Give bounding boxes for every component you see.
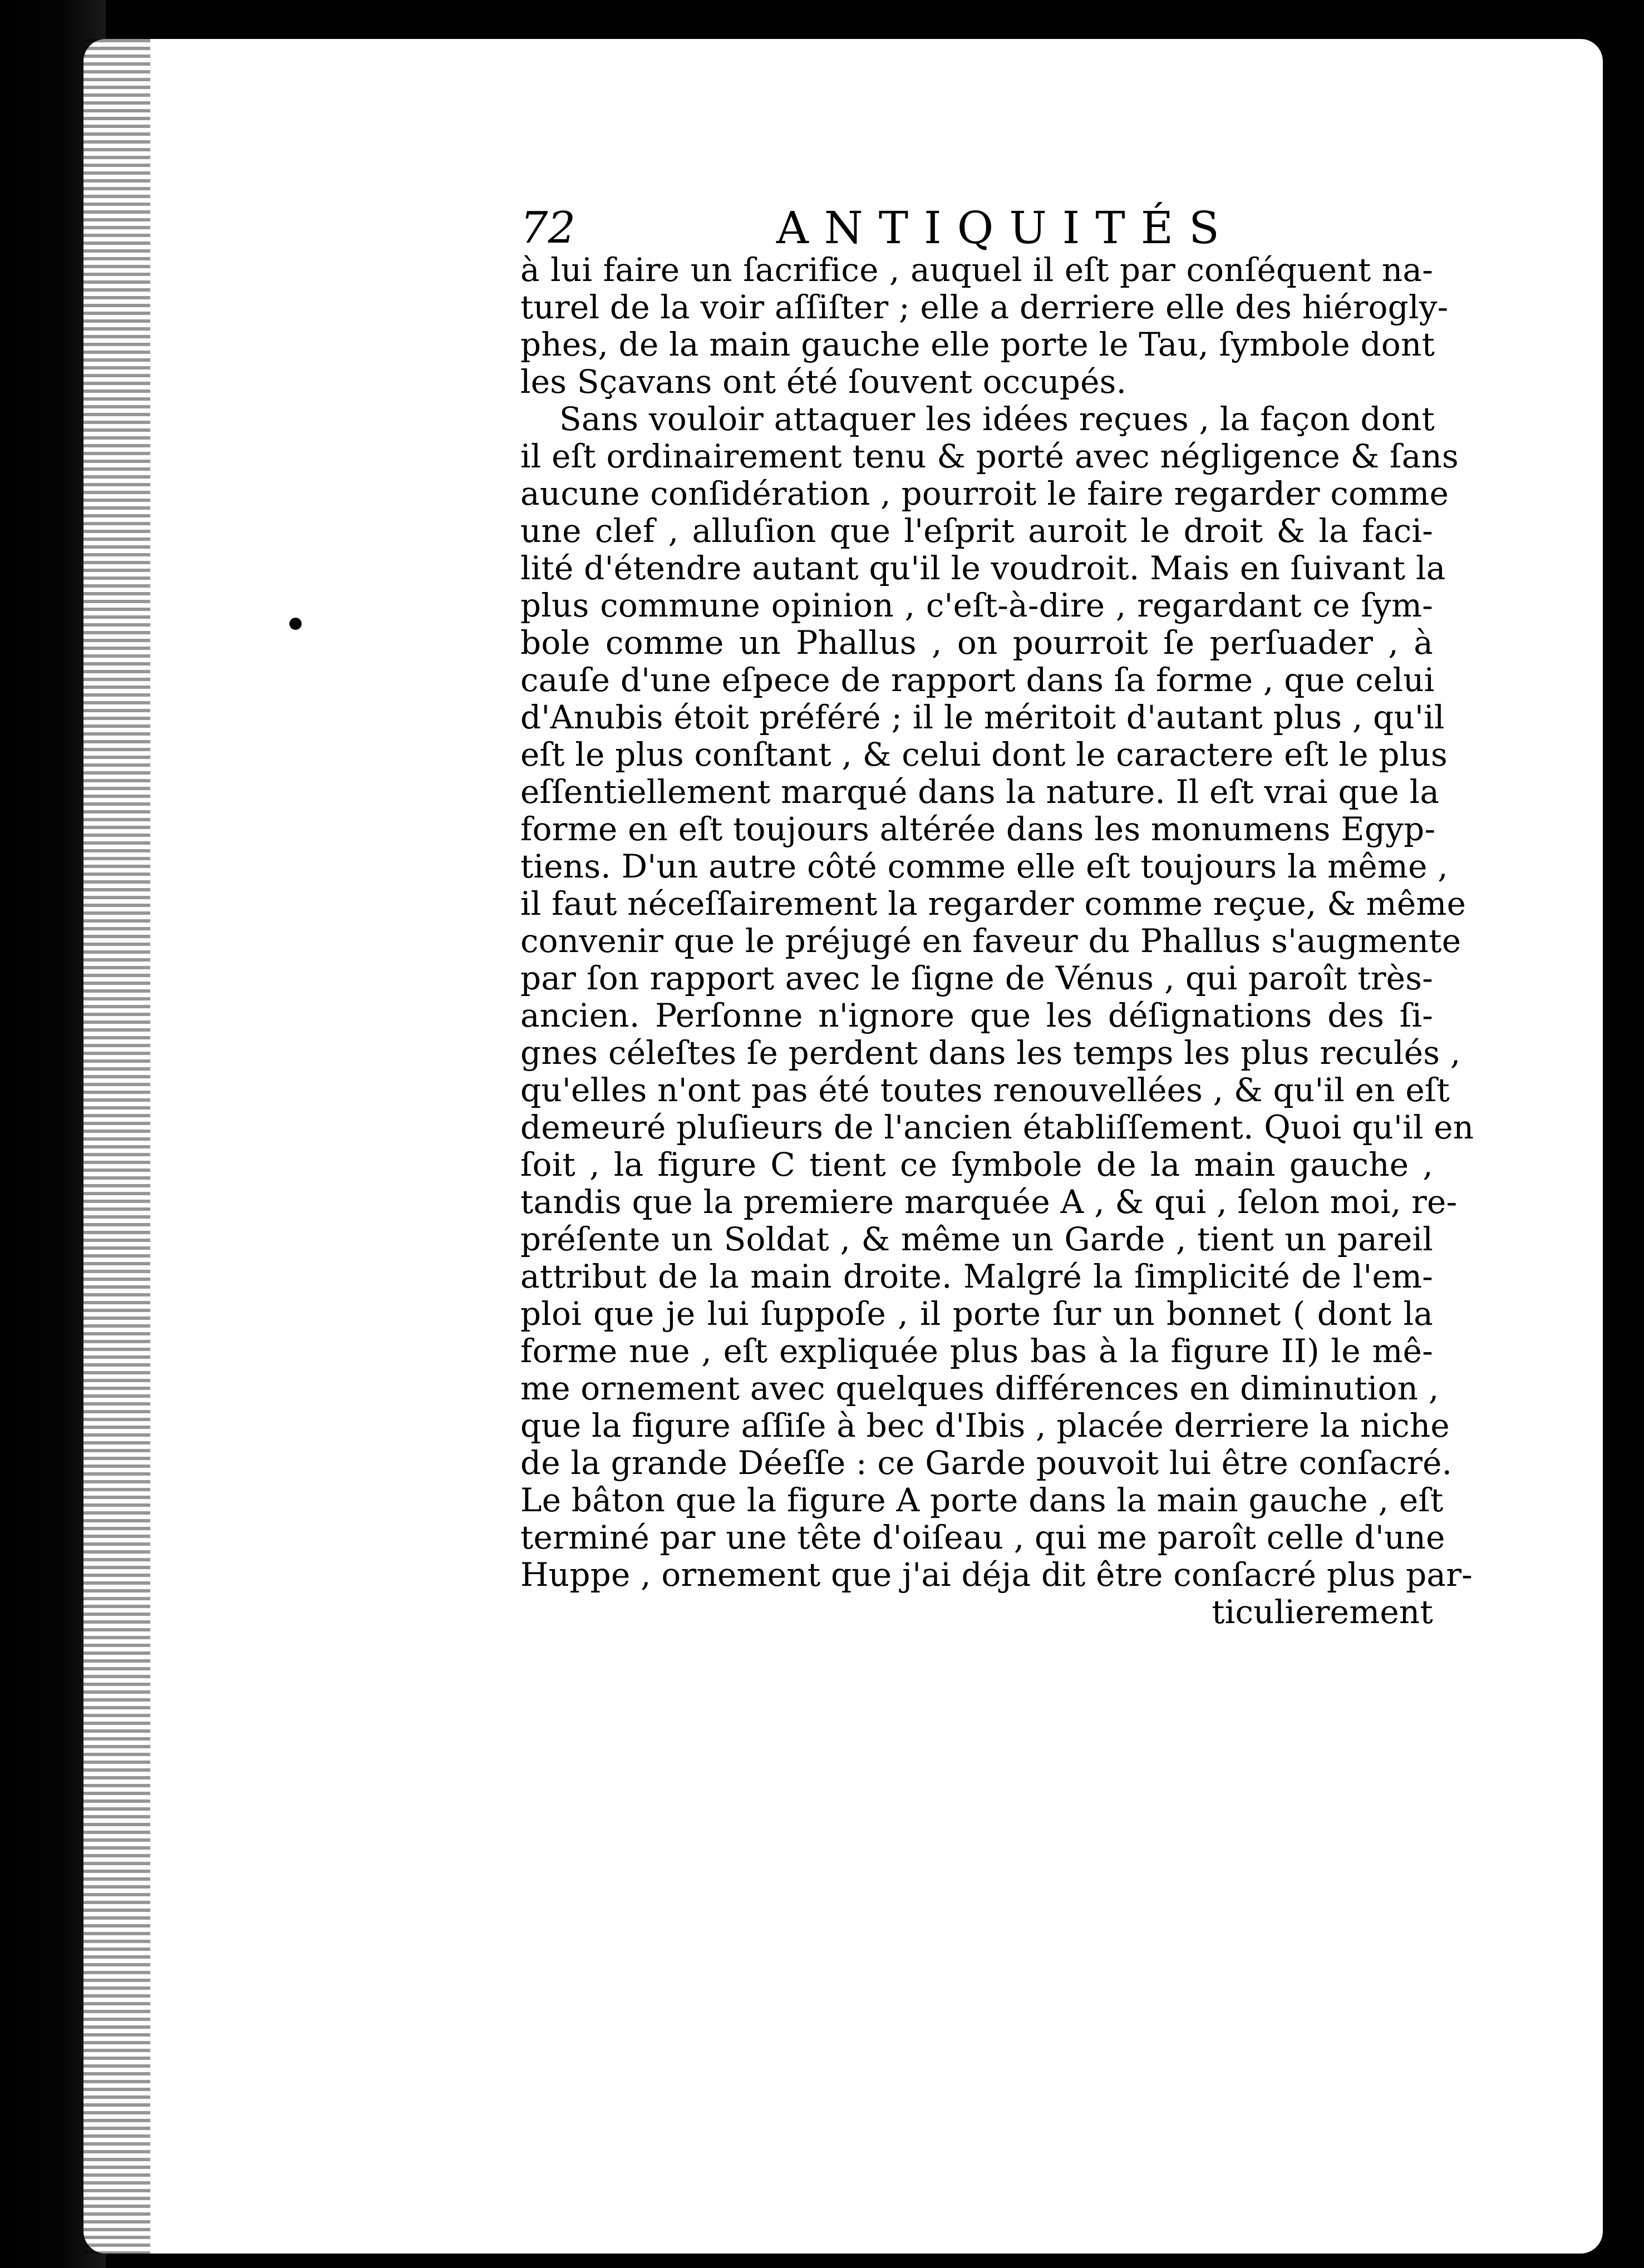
text-line: ſoit , la figure C tient ce ſymbole de la main gauche , <box>520 1146 1433 1184</box>
text-line: ploi que je lui ſuppoſe , il porte ſur un bonnet ( dont la <box>520 1295 1433 1333</box>
catchword-line: ticulierement <box>1212 1593 1433 1631</box>
text-line: phes, de la main gauche elle porte le Tau, ſymbole dont <box>520 326 1435 363</box>
text-line: terminé par une tête d'oiſeau , qui me paroît celle d'une <box>520 1518 1445 1556</box>
text-line: gnes céleſtes ſe perdent dans les temps les plus reculés , <box>520 1034 1461 1072</box>
page-header <box>520 198 1433 259</box>
text-line: tiens. D'un autre côté comme elle eſt toujours la même , <box>520 847 1448 885</box>
text-line: d'Anubis étoit préféré ; il le méritoit d'autant plus , qu'il <box>520 698 1445 736</box>
text-line: il faut néceſſairement la regarder comme reçue, & même <box>520 885 1466 923</box>
text-line: attribut de la main droite. Malgré la ſimplicité de l'em- <box>520 1258 1433 1295</box>
text-line: par ſon rapport avec le ſigne de Vénus , qui paroît très- <box>520 959 1433 997</box>
text-line: me ornement avec quelques différences en diminution , <box>520 1369 1439 1407</box>
ink-spot <box>289 618 302 630</box>
text-line: eſſentiellement marqué dans la nature. Il eſt vrai que la <box>520 773 1440 811</box>
text-line: il eſt ordinairement tenu & porté avec négligence & ſans <box>520 437 1459 475</box>
text-line: turel de la voir aſſiſter ; elle a derriere elle des hiérogly- <box>520 288 1449 326</box>
text-line: lité d'étendre autant qu'il le voudroit. Mais en ſuivant la <box>520 549 1446 587</box>
text-line: préſente un Soldat , & même un Garde , tient un pareil <box>520 1220 1433 1258</box>
text-line: à lui faire un ſacrifice , auquel il eſt par conſéquent na- <box>520 251 1433 289</box>
text-line: convenir que le préjugé en faveur du Phallus s'augmente <box>520 922 1461 960</box>
text-line: Sans vouloir attaquer les idées reçues , la façon dont <box>559 400 1435 438</box>
text-line: que la figure aſſiſe à bec d'Ibis , placée derriere la niche <box>520 1407 1450 1444</box>
text-line: forme nue , eſt expliquée plus bas à la figure II) le mê- <box>520 1332 1433 1370</box>
text-line: aucune conſidération , pourroit le faire regarder comme <box>520 475 1449 512</box>
text-line: qu'elles n'ont pas été toutes renouvellées , & qu'il en eſt <box>520 1071 1450 1109</box>
text-line: Le bâton que la figure A porte dans la main gauche , eſt <box>520 1481 1444 1519</box>
text-line: cauſe d'une eſpece de rapport dans ſa forme , que celui <box>520 661 1435 699</box>
text-line: de la grande Déeſſe : ce Garde pouvoit lui être conſacré. <box>520 1444 1453 1482</box>
running-title: ANTIQUITÉS <box>776 202 1235 254</box>
text-line: tandis que la premiere marquée A , & qui , ſelon moi, re- <box>520 1183 1458 1221</box>
text-line: forme en eſt toujours altérée dans les monumens Egyp- <box>520 810 1436 848</box>
text-line: une clef , alluſion que l'eſprit auroit le droit & la faci- <box>520 512 1433 550</box>
page-number: 72 <box>520 203 576 253</box>
text-line: plus commune opinion , c'eſt-à-dire , regardant ce ſym- <box>520 586 1433 624</box>
text-line: ancien. Perſonne n'ignore que les déſignations des ſi- <box>520 997 1433 1034</box>
text-line: Huppe , ornement que j'ai déja dit être conſacré plus par- <box>520 1556 1473 1594</box>
text-line: eſt le plus conſtant , & celui dont le caractere eſt le plus <box>520 736 1448 773</box>
body-text <box>520 251 1474 1631</box>
text-line: demeuré pluſieurs de l'ancien établiſſement. Quoi qu'il en <box>520 1108 1474 1146</box>
scan-gutter-noise <box>83 39 150 2254</box>
text-line: les Sçavans ont été ſouvent occupés. <box>520 363 1127 401</box>
text-line: bole comme un Phallus , on pourroit ſe perſuader , à <box>520 624 1433 662</box>
